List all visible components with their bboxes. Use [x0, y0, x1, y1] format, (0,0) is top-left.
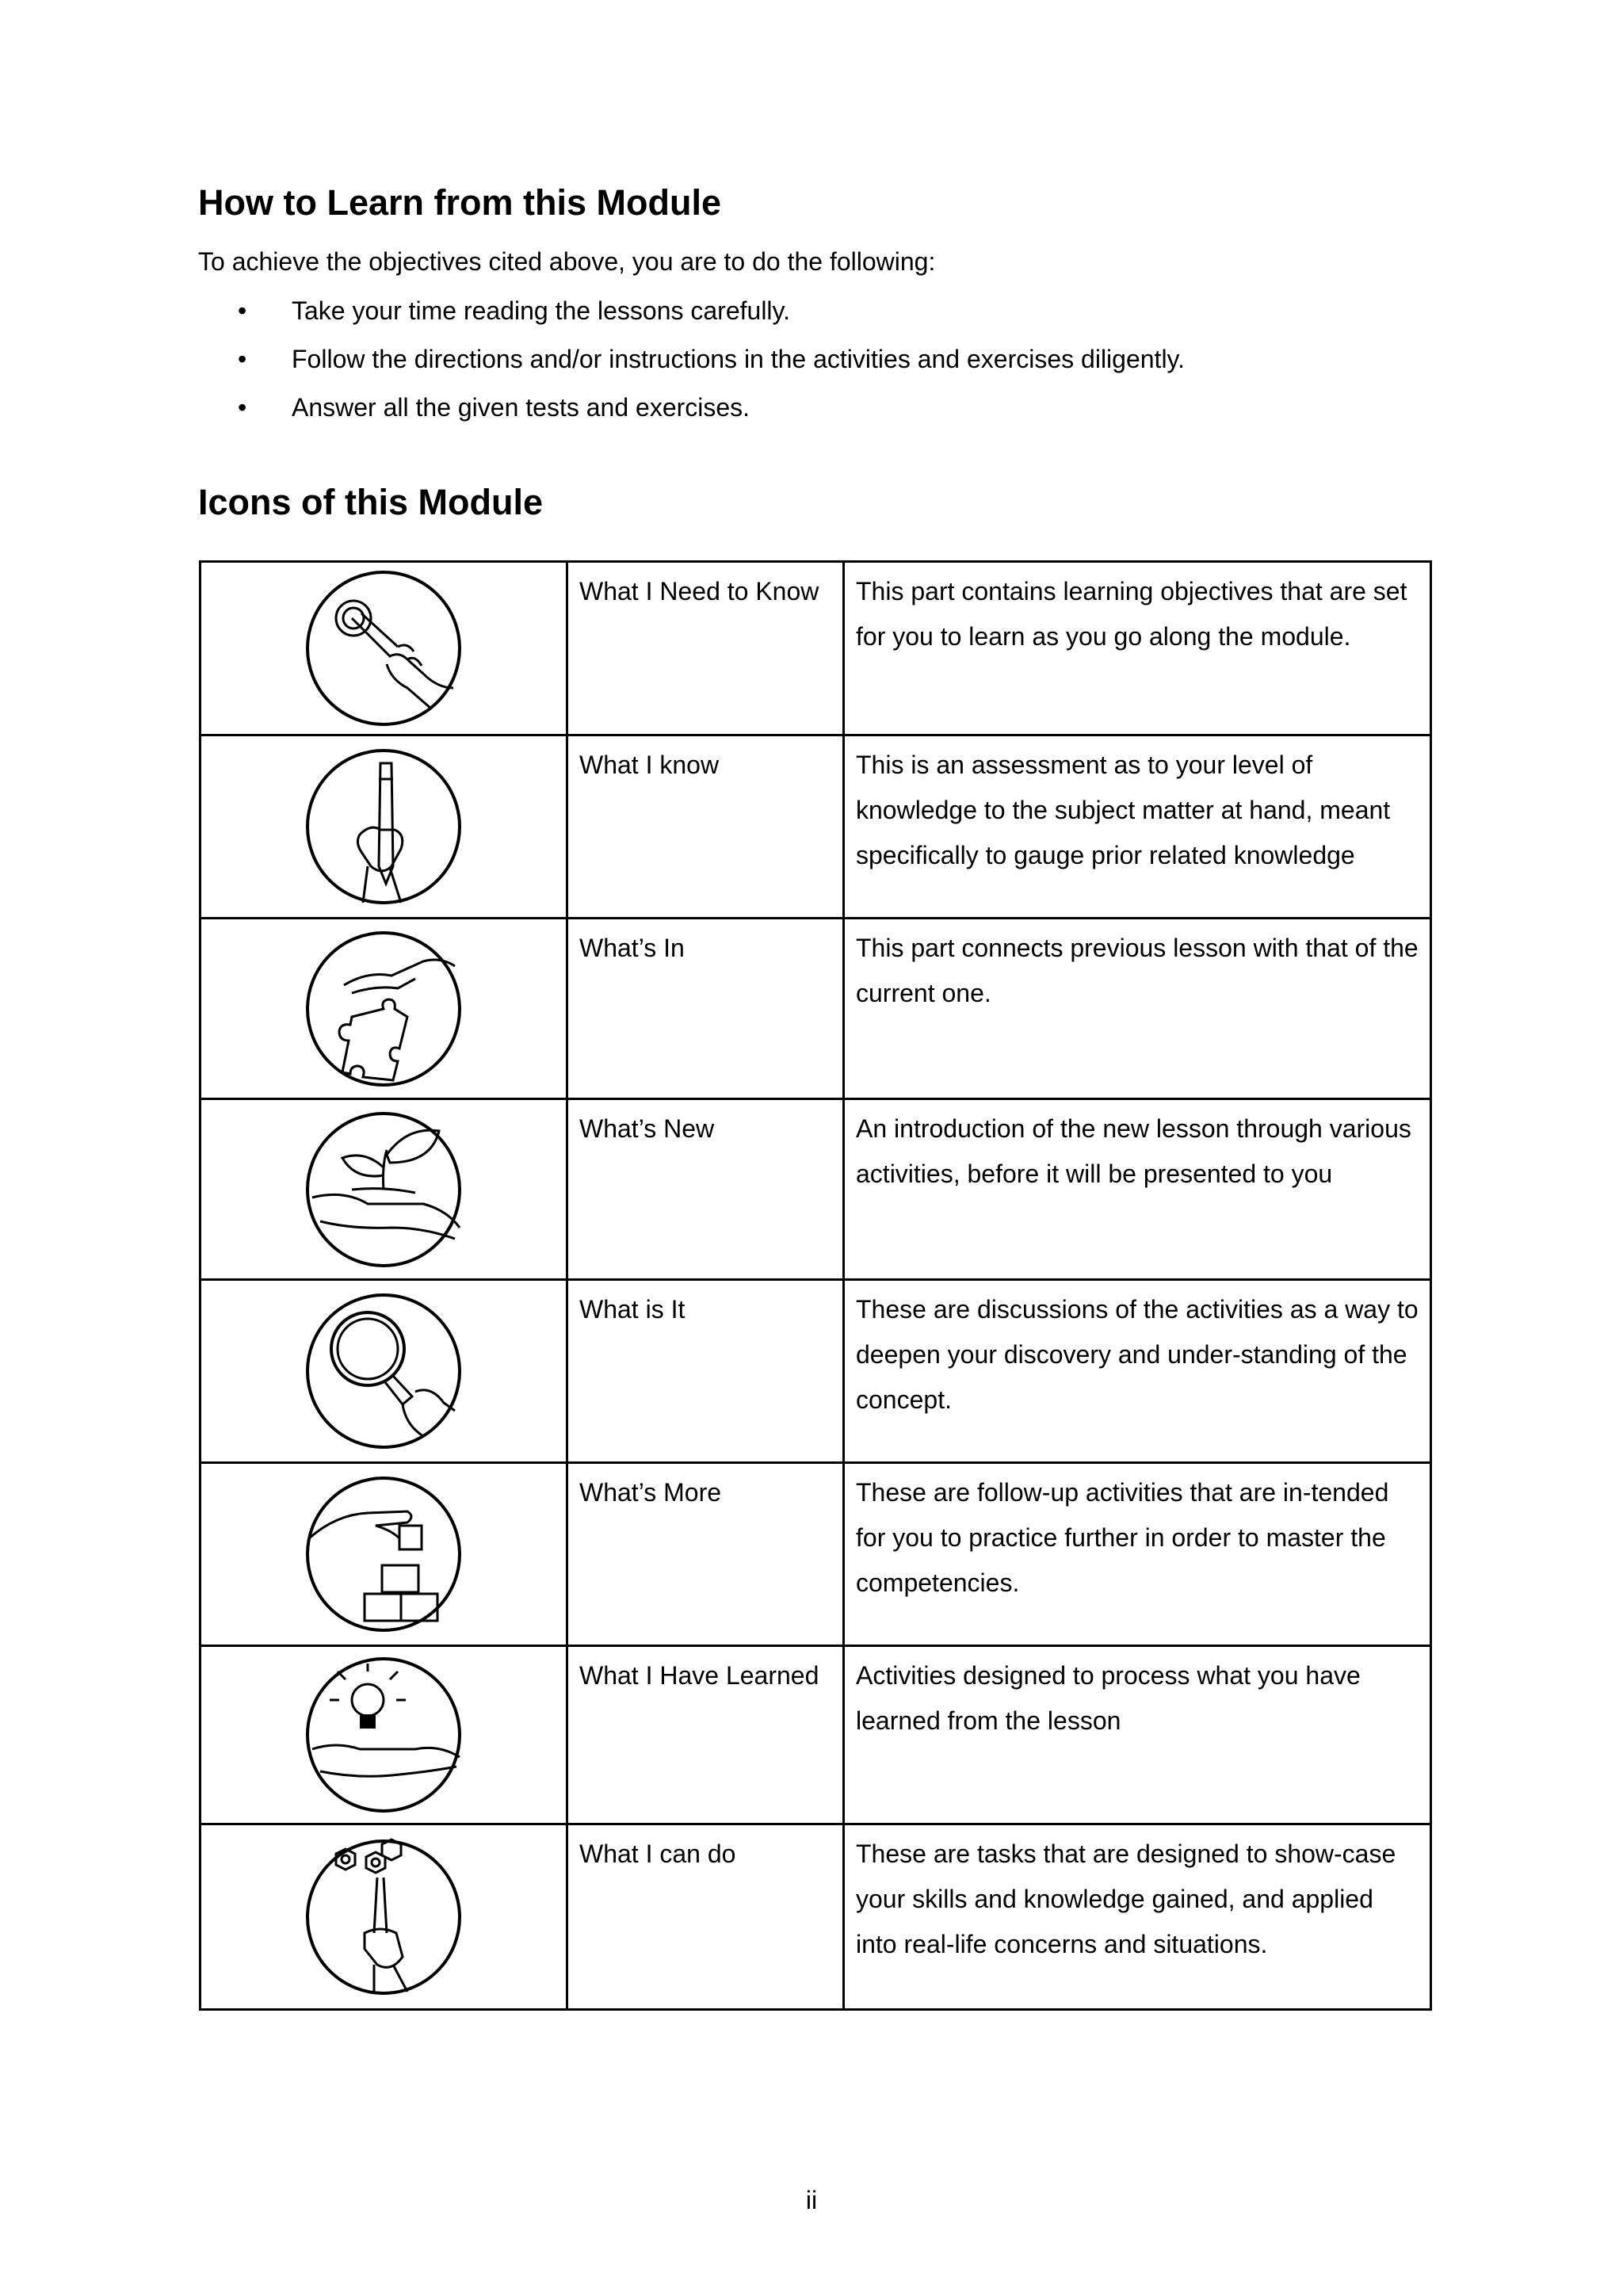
icon-cell: [200, 919, 567, 1099]
list-item: [198, 295, 1185, 343]
icon-description-cell: These are tasks that are designed to show-case your skills and knowledge gained, and applied into real-life concerns and situations.: [844, 1824, 1431, 2010]
list-item-text: Follow the directions and/or instructions in the activities and exercises diligently.: [292, 345, 1186, 373]
icons-table: [199, 560, 1432, 2011]
hand-sprout-icon: [304, 1110, 463, 1269]
table-row: [200, 562, 1431, 735]
icon-description-cell: These are discussions of the activities as a way to deepen your discovery and under-standing of the concept.: [844, 1280, 1431, 1463]
list-item-text: Answer all the given tests and exercises.: [292, 393, 750, 422]
hand-gears-icon: [304, 1838, 463, 1996]
section-title-how-to-learn: How to Learn from this Module: [198, 182, 721, 223]
hand-blocks-icon: [304, 1475, 463, 1633]
bullet-icon: •: [238, 393, 247, 422]
table-row: [200, 1463, 1431, 1646]
icon-description-cell: Activities designed to process what you have learned from the lesson: [844, 1646, 1431, 1824]
icon-description-cell: This part contains learning objectives that are set for you to learn as you go along the module.: [844, 562, 1431, 735]
intro-paragraph: To achieve the objectives cited above, you are to do the following:: [198, 247, 936, 276]
icon-name-cell: What I can do: [567, 1824, 844, 2010]
icon-name-cell: What is It: [567, 1280, 844, 1463]
icon-name-cell: What’s New: [567, 1099, 844, 1280]
section-title-icons: Icons of this Module: [198, 482, 543, 522]
page-number: ii: [805, 2186, 818, 2214]
icon-name-cell: What’s More: [567, 1463, 844, 1646]
icon-name-cell: What I Need to Know: [567, 562, 844, 735]
icon-description-cell: This is an assessment as to your level of knowledge to the subject matter at hand, meant specifically to gauge prior related knowledge: [844, 735, 1431, 919]
icon-name-cell: What I Have Learned: [567, 1646, 844, 1824]
icon-description-cell: An introduction of the new lesson through various activities, before it will be presented to you: [844, 1099, 1431, 1280]
bullet-icon: •: [238, 296, 247, 325]
icon-cell: [200, 1280, 567, 1463]
magnifying-glass-icon: [304, 1292, 463, 1450]
table-row: [200, 1280, 1431, 1463]
icon-cell: [200, 1824, 567, 2010]
icon-description-cell: This part connects previous lesson with that of the current one.: [844, 919, 1431, 1099]
hand-pencil-icon: [304, 747, 463, 906]
hand-lightbulb-icon: [304, 1656, 463, 1814]
table-row: [200, 919, 1431, 1099]
table-row: [200, 735, 1431, 919]
list-item: [198, 343, 1185, 392]
table-row: [200, 1646, 1431, 1824]
icon-cell: [200, 1463, 567, 1646]
icon-cell: [200, 735, 567, 919]
hand-puzzle-icon: [304, 930, 463, 1088]
list-item-text: Take your time reading the lessons carefully.: [292, 296, 791, 325]
icon-name-cell: What’s In: [567, 919, 844, 1099]
bullet-icon: •: [238, 345, 247, 373]
list-item: [198, 392, 1185, 440]
table-row: [200, 1099, 1431, 1280]
table-row: [200, 1824, 1431, 2010]
icon-description-cell: These are follow-up activities that are in-tended for you to practice further in order to master the competencies.: [844, 1463, 1431, 1646]
instructions-list: [198, 295, 1185, 440]
finger-press-icon: [304, 569, 463, 728]
icon-name-cell: What I know: [567, 735, 844, 919]
icon-cell: [200, 1646, 567, 1824]
icon-cell: [200, 562, 567, 735]
icon-cell: [200, 1099, 567, 1280]
